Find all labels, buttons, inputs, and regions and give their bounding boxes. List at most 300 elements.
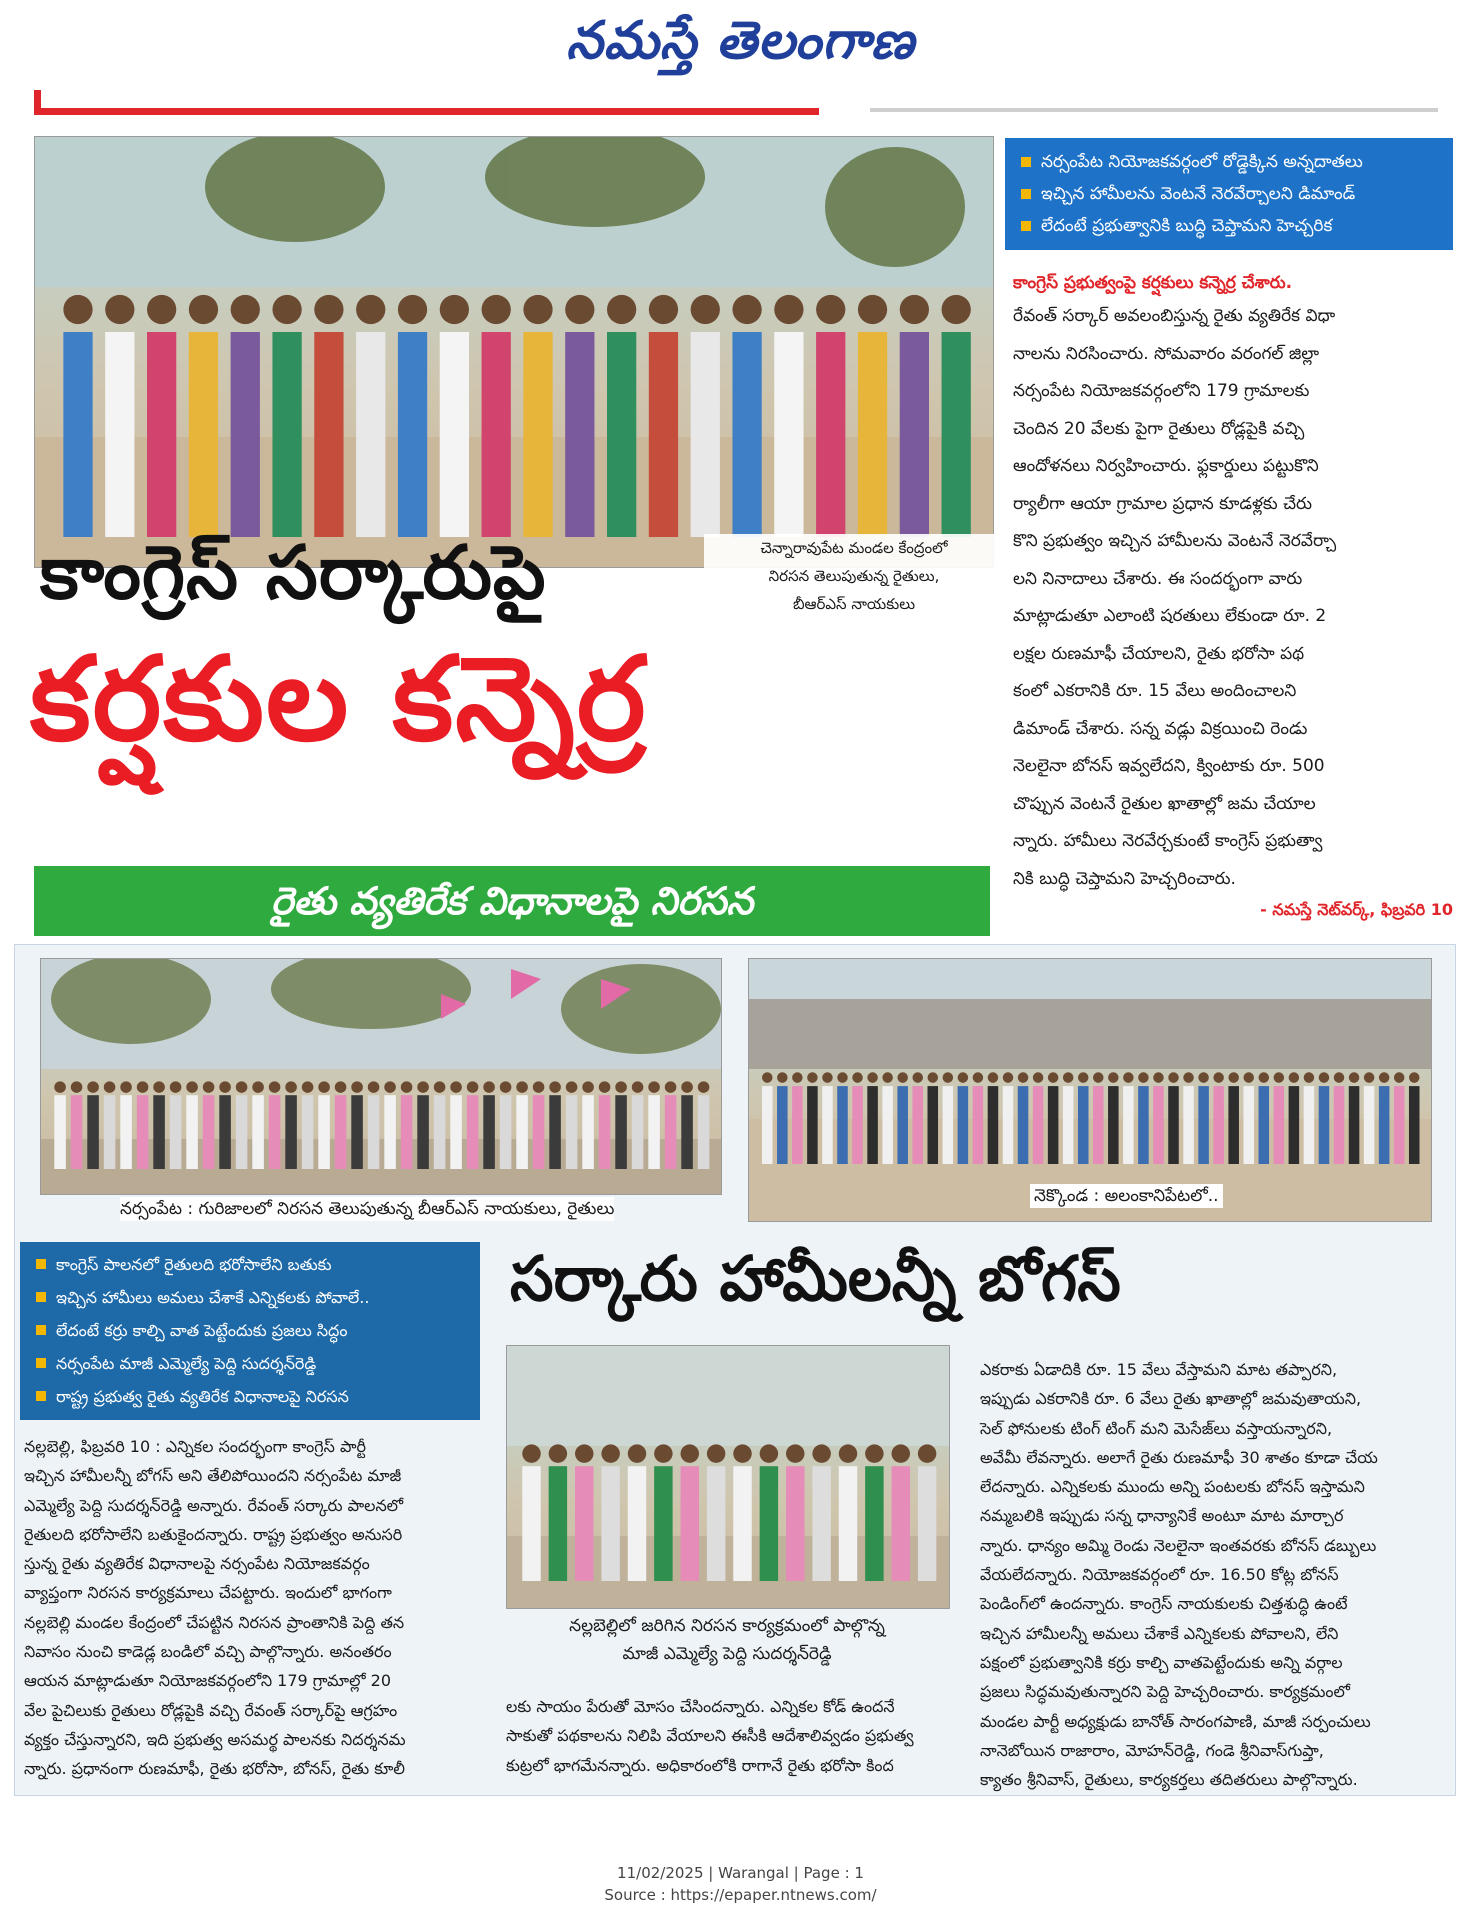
photo-figure xyxy=(943,1086,954,1164)
text-line: నాలను నిరసించారు. సోమవారం వరంగల్ జిల్లా xyxy=(1013,343,1320,364)
photo-figure xyxy=(170,1095,182,1169)
photo-figure-head xyxy=(137,1081,149,1093)
photo-figure xyxy=(566,1095,578,1169)
photo-figure xyxy=(732,332,761,537)
photo-figure xyxy=(1003,1086,1014,1164)
photo-figure-head xyxy=(786,1444,804,1462)
text-line: లేదన్నారు. ఎన్నికలకు ముందు అన్ని పంటలకు బోనస్ ఇస్తామని xyxy=(980,1477,1365,1497)
photo-figure-head xyxy=(401,1081,413,1093)
photo-figure xyxy=(1153,1086,1164,1164)
photo-figure-head xyxy=(87,1081,99,1093)
photo-figure xyxy=(918,1466,936,1581)
photo-figure-head xyxy=(482,295,511,324)
photo-figure xyxy=(1108,1086,1119,1164)
photo-figure xyxy=(897,1086,908,1164)
photo-figure-head xyxy=(762,1072,773,1083)
photo-figure xyxy=(467,1095,479,1169)
text-line: క్యాతం శ్రీనివాస్, రైతులు, కార్యకర్తలు తదితరులు పాల్గొన్నారు. xyxy=(980,1770,1358,1790)
photo-figure-head xyxy=(1289,1072,1300,1083)
text-line: కొని ప్రభుత్వం ఇచ్చిన హామీలను వెంటనే నెరవేర్చా xyxy=(1013,531,1337,551)
photo-figure-head xyxy=(549,1081,561,1093)
photo-figure xyxy=(252,1095,264,1169)
photo-figure-head xyxy=(632,1081,644,1093)
photo-figure-head xyxy=(654,1444,672,1462)
photo-figure xyxy=(417,1095,429,1169)
photo-figure-head xyxy=(63,295,92,324)
photo-figure xyxy=(1274,1086,1285,1164)
photo-figure-head xyxy=(318,1081,330,1093)
photo-figure-head xyxy=(900,295,929,324)
photo-figure xyxy=(1304,1086,1315,1164)
photo-figure-head xyxy=(523,295,552,324)
text-line: ప్రజలు సిద్ధమవుతున్నారని పెద్ది హెచ్చరించారు. కార్యక్రమంలో xyxy=(980,1682,1350,1702)
photo-figure xyxy=(1228,1086,1239,1164)
photo-caption-center xyxy=(506,1612,948,1668)
photo-figure xyxy=(272,332,301,537)
photo-figure-head xyxy=(1394,1072,1405,1083)
photo-figure xyxy=(882,1086,893,1164)
text-line: వేయలేదన్నారు. నియోజకవర్గంలో రూ. 16.50 కోట్ల బోనస్ xyxy=(980,1565,1339,1585)
footer-edition: 11/02/2025 | Warangal | Page : 1 xyxy=(617,1864,864,1882)
photo-figure xyxy=(87,1095,99,1169)
photo-figure xyxy=(777,1086,788,1164)
photo-figure-head xyxy=(533,1081,545,1093)
photo-figure-head xyxy=(189,295,218,324)
photo-figure xyxy=(335,1095,347,1169)
photo-figure-head xyxy=(837,1072,848,1083)
photo-figure xyxy=(1093,1086,1104,1164)
photo-figure xyxy=(649,332,678,537)
photo-figure-head xyxy=(1213,1072,1224,1083)
photo-figure-head xyxy=(1033,1072,1044,1083)
photo-figure-head xyxy=(1168,1072,1179,1083)
photo-figure xyxy=(839,1466,857,1581)
photo-figure xyxy=(912,1086,923,1164)
photo-figure-head xyxy=(582,1081,594,1093)
photo-figure-head xyxy=(882,1072,893,1083)
photo-figure xyxy=(892,1466,910,1581)
text-line: నివాసం నుంచి కాడెడ్ల బండిలో వచ్చి పాల్గొన్నారు. అనంతరం xyxy=(24,1642,392,1662)
photo-figure-head xyxy=(170,1081,182,1093)
photo-figure-head xyxy=(1048,1072,1059,1083)
photo-figure-head xyxy=(272,295,301,324)
photo-figure-head xyxy=(912,1072,923,1083)
photo-figure-head xyxy=(71,1081,83,1093)
photo-figure xyxy=(1018,1086,1029,1164)
photo-figure-head xyxy=(314,295,343,324)
photo-figure xyxy=(928,1086,939,1164)
text-line: ఇచ్చిన హామీలన్నీ అమలు చేశాకే ఎన్నికలకు పోవాలని, లేని xyxy=(980,1623,1339,1643)
photo-figure-head xyxy=(628,1444,646,1462)
photo-figure-head xyxy=(285,1081,297,1093)
text-line: సెల్ ఫోనులకు టింగ్ టింగ్ మని మెసేజ్‌లు వస్తాయన్నారని, xyxy=(980,1418,1333,1438)
photo-figure-head xyxy=(302,1081,314,1093)
photo-figure-head xyxy=(575,1444,593,1462)
photo-figure xyxy=(807,1086,818,1164)
text-line: ఆయన మాట్లాడుతూ నియోజకవర్గంలోని 179 గ్రామాల్లో 20 xyxy=(24,1671,392,1691)
photo-figure-head xyxy=(566,1081,578,1093)
photo-figure-head xyxy=(928,1072,939,1083)
text-line: స్తున్న రైతు వ్యతిరేక విధానాలపై నర్సంపేట నియోజకవర్గం xyxy=(24,1554,370,1574)
photo-figure-head xyxy=(1198,1072,1209,1083)
photo-figure xyxy=(698,1095,710,1169)
photo-figure xyxy=(236,1095,248,1169)
photo-figure-head xyxy=(417,1081,429,1093)
photo-figure-head xyxy=(892,1444,910,1462)
photo-figure xyxy=(450,1095,462,1169)
photo-figure-head xyxy=(691,295,720,324)
text-line: న్నారు. ధాన్యం అమ్మి రెండు నెలలైనా ఇంతవరకు బోనస్ డబ్బులు xyxy=(980,1535,1377,1555)
highlight-item: లేదంటే కర్రు కాల్చి వాత పెట్టేందుకు ప్రజలు సిద్ధం xyxy=(32,1314,468,1347)
text-line: ఇప్పుడు ఎకరానికి రూ. 6 వేలు రైతు ఖాతాల్లో జమవుతాయని, xyxy=(980,1389,1362,1409)
photo-figure-head xyxy=(549,1444,567,1462)
photo-figure-head xyxy=(858,295,887,324)
photo-figure xyxy=(632,1095,644,1169)
text-line: పెండింగ్‌లో ఉందన్నారు. కాంగ్రెస్ నాయకులకు చిత్తశుద్ధి ఉంటే xyxy=(980,1594,1348,1614)
photo-figure-head xyxy=(599,1081,611,1093)
text-line: చెందిన 20 వేలకు పైగా రైతులు రోడ్లపైకి వచ్చి xyxy=(1013,418,1305,439)
photo-caption-right: నెక్కొండ : అలంకానిపేటలో.. xyxy=(1030,1184,1223,1208)
photo-figure xyxy=(1409,1086,1420,1164)
photo-figure-head xyxy=(522,1444,540,1462)
photo-figure xyxy=(153,1095,165,1169)
next-headline-cropped xyxy=(200,1830,1440,1852)
photo-figure xyxy=(189,332,218,537)
photo-figure-head xyxy=(807,1072,818,1083)
photo-figure xyxy=(1183,1086,1194,1164)
photo-figure xyxy=(575,1466,593,1581)
photo-figure xyxy=(120,1095,132,1169)
text-line: మండల పార్టీ అధ్యక్షుడు బానోత్ సారంగపాణి, మాజీ సర్పంచులు xyxy=(980,1711,1371,1731)
photo-caption-left: నర్సంపేట : గురిజాలలో నిరసన తెలుపుతున్న బీఆర్ఎస్ నాయకులు, రైతులు xyxy=(120,1199,615,1219)
photo-figure-head xyxy=(1123,1072,1134,1083)
photo-figure-head xyxy=(467,1081,479,1093)
text-line: నమ్మబలికి ఇప్పుడు సన్న ధాన్యానికే అంటూ మాట మార్చార xyxy=(980,1506,1344,1526)
text-line: అవేమీ లేవన్నారు. అలాగే రైతు రుణమాఫీ 30 శాతం కూడా చేయ xyxy=(980,1447,1378,1467)
photo-figure-head xyxy=(440,295,469,324)
text-line: నల్లబెల్లి మండల కేంద్రంలో చేపట్టిన నిరసన ప్రాంతానికి పెద్ది తన xyxy=(24,1612,405,1632)
text-line: రైతులది భరోసాలేని బతుకైందన్నారు. రాష్ట్ర ప్రభుత్వం అనుసరి xyxy=(24,1524,403,1544)
photo-figure xyxy=(900,332,929,537)
photo-figure xyxy=(523,332,552,537)
photo-figure-head xyxy=(681,1444,699,1462)
photo-figure xyxy=(105,332,134,537)
photo-figure xyxy=(760,1466,778,1581)
caption-line: మాజీ ఎమ్మెల్యే పెద్ది సుదర్శన్‌రెడ్డి xyxy=(622,1644,832,1664)
photo-figure xyxy=(1123,1086,1134,1164)
photo-figure xyxy=(356,332,385,537)
photo-figure xyxy=(1168,1086,1179,1164)
footer-source: Source : https://epaper.ntnews.com/ xyxy=(604,1886,877,1904)
text-line: మాట్లాడుతూ ఎలాంటి షరతులు లేకుండా రూ. 2 xyxy=(1013,606,1327,626)
photo-figure xyxy=(549,1466,567,1581)
highlights-box-top xyxy=(1005,138,1453,250)
photo-figure-head xyxy=(1379,1072,1390,1083)
highlight-item: ఇచ్చిన హామీలను వెంటనే నెరవేర్చాలని డిమాండ్ xyxy=(1017,178,1441,210)
photo-figure xyxy=(822,1086,833,1164)
photo-figure-head xyxy=(865,1444,883,1462)
photo-figure-head xyxy=(356,295,385,324)
highlight-item: రాష్ట్ర ప్రభుత్వ రైతు వ్యతిరేక విధానాలపై నిరసన xyxy=(32,1380,468,1413)
photo-figure xyxy=(63,332,92,537)
photo-figure xyxy=(601,1466,619,1581)
photo-figure xyxy=(691,332,720,537)
photo-figure-head xyxy=(1364,1072,1375,1083)
photo-figure-head xyxy=(335,1081,347,1093)
photo-figure-head xyxy=(1138,1072,1149,1083)
photo-figure-head xyxy=(607,295,636,324)
photo-figure-head xyxy=(681,1081,693,1093)
photo-figure-head xyxy=(1304,1072,1315,1083)
photo-figure xyxy=(988,1086,999,1164)
photo-figure-head xyxy=(236,1081,248,1093)
header-rule-red xyxy=(34,108,819,115)
text-line: లక్షల రుణమాఫీ చేయాలని, రైతు భరోసా పథ xyxy=(1013,643,1305,664)
caption-line: చెన్నారావుపేట మండల కేంద్రంలో xyxy=(760,539,948,557)
highlight-item: నర్సంపేట మాజీ ఎమ్మెల్యే పెద్ది సుదర్శన్‌రెడ్డి xyxy=(32,1347,468,1380)
photo-figure-head xyxy=(1334,1072,1345,1083)
photo-figure xyxy=(398,332,427,537)
photo-figure xyxy=(1138,1086,1149,1164)
text-line: పక్షంలో ప్రభుత్వానికి కర్రు కాల్చి వాతపెట్టేందుకు అన్ని వర్గాల xyxy=(980,1652,1343,1672)
article-column-c xyxy=(980,1355,1420,1794)
photo-figure xyxy=(186,1095,198,1169)
photo-figure-head xyxy=(1259,1072,1270,1083)
photo-figure-head xyxy=(1153,1072,1164,1083)
photo-figure xyxy=(681,1466,699,1581)
text-line: ఎమ్మెల్యే పెద్ది సుదర్శన్‌రెడ్డి అన్నారు. రేవంత్ సర్కారు పాలనలో xyxy=(24,1495,404,1515)
photo-figure xyxy=(314,332,343,537)
photo-figure xyxy=(1364,1086,1375,1164)
photo-figure-head xyxy=(852,1072,863,1083)
photo-figure-head xyxy=(351,1081,363,1093)
photo-figure xyxy=(792,1086,803,1164)
photo-figure-head xyxy=(1063,1072,1074,1083)
photo-figure xyxy=(1198,1086,1209,1164)
photo-figure-head xyxy=(1078,1072,1089,1083)
photo-figure-head xyxy=(760,1444,778,1462)
photo-figure xyxy=(1243,1086,1254,1164)
text-line: న్నారు. హామీలు నెరవేర్చకుంటే కాంగ్రెస్ ప్రభుత్వా xyxy=(1013,831,1323,851)
photo-figure xyxy=(942,332,971,537)
photo-figure xyxy=(958,1086,969,1164)
photo-figure xyxy=(351,1095,363,1169)
photo-figure xyxy=(137,1095,149,1169)
photo-figure xyxy=(837,1086,848,1164)
photo-figure-head xyxy=(958,1072,969,1083)
photo-figure-head xyxy=(384,1081,396,1093)
photo-figure xyxy=(434,1095,446,1169)
text-line: లని నినాదాలు చేశారు. ఈ సందర్భంగా వారు xyxy=(1013,568,1303,589)
photo-figure xyxy=(973,1086,984,1164)
photo-figure xyxy=(858,332,887,537)
photo-figure-head xyxy=(792,1072,803,1083)
photo-protest-gurijala xyxy=(40,958,722,1195)
photo-figure xyxy=(285,1095,297,1169)
masthead-logo: నమస్తే తెలంగాణ xyxy=(566,10,915,71)
photo-figure xyxy=(707,1466,725,1581)
photo-figure-head xyxy=(649,295,678,324)
photo-figure xyxy=(318,1095,330,1169)
photo-figure-head xyxy=(1093,1072,1104,1083)
photo-figure xyxy=(1334,1086,1345,1164)
headline-line2: కర్షకుల కన్నెర్ర xyxy=(30,632,648,767)
caption-line: నల్లబెల్లిలో జరిగిన నిరసన కార్యక్రమంలో పాల్గొన్న xyxy=(569,1616,885,1636)
photo-figure-head xyxy=(1243,1072,1254,1083)
photo-figure xyxy=(607,332,636,537)
photo-figure-head xyxy=(516,1081,528,1093)
photo-figure-head xyxy=(54,1081,66,1093)
photo-figure xyxy=(1259,1086,1270,1164)
photo-figure xyxy=(648,1095,660,1169)
text-line: ఎకరాకు ఏడాదికి రూ. 15 వేలు వేస్తామని మాట తప్పారని, xyxy=(980,1360,1338,1379)
photo-figure xyxy=(440,332,469,537)
photo-figure xyxy=(628,1466,646,1581)
photo-figure xyxy=(867,1086,878,1164)
photo-figure-head xyxy=(104,1081,116,1093)
photo-figure-head xyxy=(565,295,594,324)
photo-figure-head xyxy=(988,1072,999,1083)
photo-figure xyxy=(1033,1086,1044,1164)
photo-figure-head xyxy=(252,1081,264,1093)
caption-line: నిరసన తెలుపుతున్న రైతులు, xyxy=(768,567,940,585)
photo-figure xyxy=(582,1095,594,1169)
photo-figure-head xyxy=(665,1081,677,1093)
photo-figure xyxy=(500,1095,512,1169)
photo-figure-head xyxy=(219,1081,231,1093)
photo-figure xyxy=(533,1095,545,1169)
photo-figure-head xyxy=(698,1081,710,1093)
photo-figure xyxy=(865,1466,883,1581)
photo-figure xyxy=(774,332,803,537)
text-line: కుట్రలో భాగమేనన్నారు. అధికారంలోకి రాగానే రైతు భరోసా కింద xyxy=(506,1755,894,1775)
text-line: లకు సాయం పేరుతో మోసం చేసిందన్నారు. ఎన్నికల కోడ్ ఉందనే xyxy=(506,1697,895,1716)
article-subhead: కాంగ్రెస్ ప్రభుత్వంపై కర్షకులు కన్నెర్ర చేశారు. xyxy=(1013,273,1293,293)
photo-figure xyxy=(54,1095,66,1169)
photo-figure xyxy=(231,332,260,537)
text-line: నర్సంపేట నియోజకవర్గంలోని 179 గ్రామాలకు xyxy=(1013,381,1310,401)
photo-figure-head xyxy=(601,1444,619,1462)
photo-figure-head xyxy=(368,1081,380,1093)
photo-figure-head xyxy=(1018,1072,1029,1083)
photo-figure-head xyxy=(1108,1072,1119,1083)
text-line: నికి బుద్ధి చెప్తామని హెచ్చరించారు. xyxy=(1013,868,1236,889)
photo-figure-head xyxy=(450,1081,462,1093)
highlight-item: కాంగ్రెస్ పాలనలో రైతులది భరోసాలేని బతుకు xyxy=(32,1248,468,1281)
photo-figure xyxy=(665,1095,677,1169)
photo-figure-head xyxy=(186,1081,198,1093)
photo-figure xyxy=(549,1095,561,1169)
highlights-box-lower xyxy=(20,1242,480,1420)
article-column-a xyxy=(24,1432,474,1784)
photo-figure xyxy=(599,1095,611,1169)
photo-figure xyxy=(681,1095,693,1169)
photo-figure-head xyxy=(203,1081,215,1093)
text-line: నానెబోయిన రాజారాం, మోహన్‌రెడ్డి, గండె శ్రీనివాస్‌గుప్తా, xyxy=(980,1740,1324,1760)
article-signature: - నమస్తే నెట్‌వర్క్, ఫిబ్రవరి 10 xyxy=(1260,900,1453,919)
text-line: కంలో ఎకరానికి రూ. 15 వేలు అందించాలని xyxy=(1013,681,1297,701)
photo-figure-head xyxy=(1228,1072,1239,1083)
photo-figure-head xyxy=(269,1081,281,1093)
text-line: రేవంత్ సర్కార్ అవలంబిస్తున్న రైతు వ్యతిరేక విధా xyxy=(1013,306,1336,326)
photo-figure xyxy=(104,1095,116,1169)
photo-figure xyxy=(762,1086,773,1164)
photo-figure-head xyxy=(707,1444,725,1462)
text-line: చొప్పున వెంటనే రైతుల ఖాతాల్లో జమ చేయాల xyxy=(1013,793,1316,814)
photo-figure xyxy=(812,1466,830,1581)
photo-figure-head xyxy=(943,1072,954,1083)
photo-figure-head xyxy=(777,1072,788,1083)
photo-figure xyxy=(852,1086,863,1164)
photo-figure-head xyxy=(942,295,971,324)
photo-figure-head xyxy=(918,1444,936,1462)
photo-figure-head xyxy=(822,1072,833,1083)
photo-figure xyxy=(1349,1086,1360,1164)
text-line: ఆందోళనలు నిర్వహించారు. ఫ్లకార్డులు పట్టుకొని xyxy=(1013,456,1319,476)
photo-figure xyxy=(483,1095,495,1169)
article-body xyxy=(1013,298,1453,898)
text-line: నల్లబెల్లి, ఫిబ్రవరి 10 : ఎన్నికల సందర్భంగా కాంగ్రెస్ పార్టీ xyxy=(24,1437,366,1456)
text-line: వేల పైచిలుకు రైతులు రోడ్లపైకి వచ్చి రేవంత్ సర్కార్‌పై ఆగ్రహం xyxy=(24,1700,398,1720)
photo-figure xyxy=(1379,1086,1390,1164)
photo-figure-head xyxy=(615,1081,627,1093)
photo-figure-head xyxy=(648,1081,660,1093)
text-line: ఇచ్చిన హామీలన్నీ బోగస్ అని తేలిపోయిందని నర్సంపేట మాజీ xyxy=(24,1466,402,1486)
photo-figure-head xyxy=(973,1072,984,1083)
photo-figure-head xyxy=(483,1081,495,1093)
photo-figure-head xyxy=(1183,1072,1194,1083)
headline-lower: సర్కారు హామీలన్నీ బోగస్ xyxy=(510,1242,1121,1315)
text-line: నెలలైనా బోనస్ ఇవ్వలేదని, క్వింటాకు రూ. 500 xyxy=(1013,756,1325,776)
photo-figure xyxy=(1063,1086,1074,1164)
page-footer xyxy=(0,1862,1481,1906)
text-line: డిమాండ్ చేశారు. సన్న వడ్లు విక్రయించి రెండు xyxy=(1013,718,1308,739)
photo-figure-head xyxy=(147,295,176,324)
photo-figure xyxy=(368,1095,380,1169)
photo-figure xyxy=(1394,1086,1405,1164)
photo-figure-head xyxy=(120,1081,132,1093)
photo-figure xyxy=(302,1095,314,1169)
photo-figure xyxy=(786,1466,804,1581)
green-banner: రైతు వ్యతిరేక విధానాలపై నిరసన xyxy=(34,866,990,936)
photo-figure xyxy=(219,1095,231,1169)
photo-figure xyxy=(816,332,845,537)
photo-figure xyxy=(71,1095,83,1169)
photo-figure xyxy=(615,1095,627,1169)
photo-figure-head xyxy=(434,1081,446,1093)
photo-figure-head xyxy=(1349,1072,1360,1083)
text-line: న్నారు. ప్రధానంగా రుణమాఫీ, రైతు భరోసా, బోనస్, రైతు కూలీ xyxy=(24,1759,405,1779)
photo-figure-head xyxy=(1319,1072,1330,1083)
photo-figure-head xyxy=(500,1081,512,1093)
photo-protest-alankanipet xyxy=(748,958,1432,1222)
photo-figure xyxy=(1048,1086,1059,1164)
photo-protest-nallabelli xyxy=(506,1345,950,1609)
photo-figure-head xyxy=(774,295,803,324)
headline-line1: కాంగ్రెస్ సర్కారుపై xyxy=(40,530,547,616)
highlight-item: నర్సంపేట నియోజకవర్గంలో రోడ్డెక్కిన అన్నదాతలు xyxy=(1017,146,1441,178)
caption-line: బీఆర్ఎస్ నాయకులు xyxy=(792,595,916,613)
header-rule-grey xyxy=(870,108,1438,112)
photo-figure-head xyxy=(153,1081,165,1093)
photo-figure xyxy=(384,1095,396,1169)
photo-figure-head xyxy=(839,1444,857,1462)
photo-figure xyxy=(147,332,176,537)
photo-figure xyxy=(1078,1086,1089,1164)
photo-protest-chennaraopet xyxy=(34,136,994,568)
highlight-item: ఇచ్చిన హామీలు అమలు చేశాకే ఎన్నికలకు పోవాలే.. xyxy=(32,1281,468,1314)
photo-figure xyxy=(1213,1086,1224,1164)
